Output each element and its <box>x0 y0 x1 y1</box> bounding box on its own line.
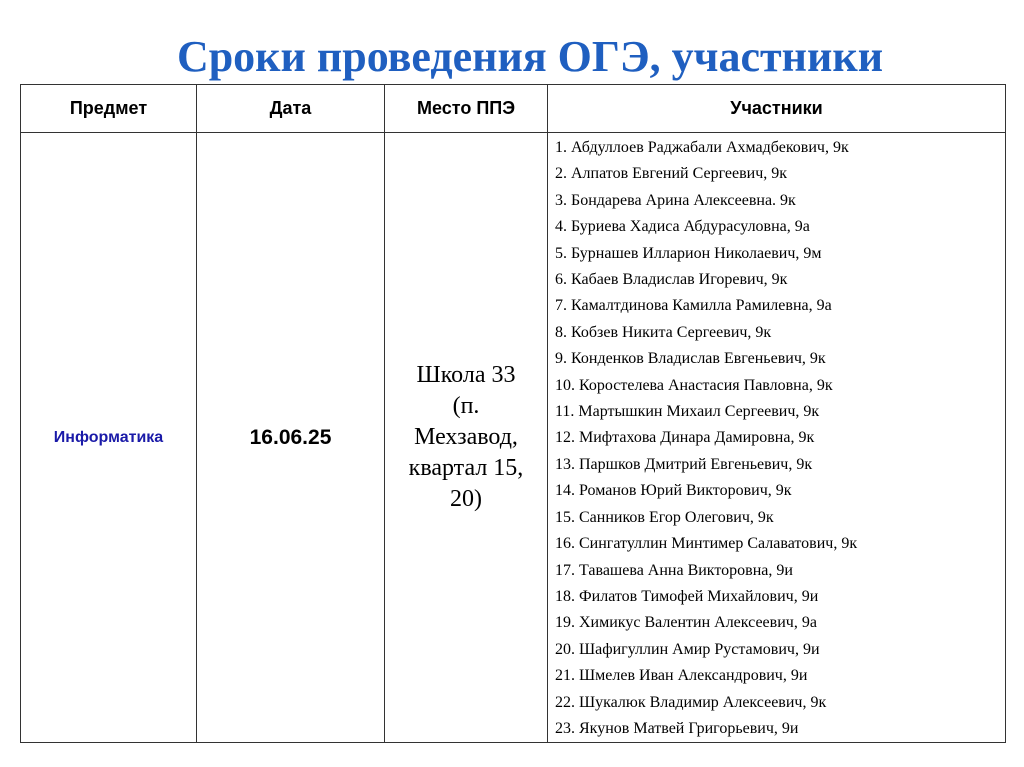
venue-line: квартал 15, <box>408 455 524 482</box>
list-item: 7. Камалтдинова Камилла Рамилевна, 9а <box>555 297 832 315</box>
list-item: 20. Шафигуллин Амир Рустамович, 9и <box>555 640 820 658</box>
header-date: Дата <box>197 85 385 133</box>
list-item: 17. Тавашева Анна Викторовна, 9и <box>555 561 793 579</box>
list-item: 13. Паршков Дмитрий Евгеньевич, 9к <box>555 455 813 473</box>
table-header-row <box>21 85 1006 133</box>
participants-cell <box>548 133 1006 743</box>
list-item: 19. Химикус Валентин Алексеевич, 9а <box>555 614 817 632</box>
subject-cell: Информатика <box>21 133 197 743</box>
list-item: 4. Буриева Хадиса Абдурасуловна, 9а <box>555 218 810 236</box>
header-participants: Участники <box>548 85 1006 133</box>
table-row <box>21 133 1006 743</box>
list-item: 2. Алпатов Евгений Сергеевич, 9к <box>555 165 788 183</box>
list-item: 8. Кобзев Никита Сергеевич, 9к <box>555 323 772 341</box>
venue-cell <box>385 133 548 743</box>
exam-schedule-table <box>20 84 1006 743</box>
list-item: 18. Филатов Тимофей Михайлович, 9и <box>555 587 819 605</box>
date-cell: 16.06.25 <box>197 133 385 743</box>
venue-line: (п. <box>452 393 480 420</box>
list-item: 12. Мифтахова Динара Дамировна, 9к <box>555 429 815 447</box>
page-title: Сроки проведения ОГЭ, участники <box>176 32 884 81</box>
venue-line: 20) <box>450 486 482 513</box>
list-item: 6. Кабаев Владислав Игоревич, 9к <box>555 271 788 289</box>
list-item: 22. Шукалюк Владимир Алексеевич, 9к <box>555 693 827 711</box>
list-item: 5. Бурнашев Илларион Николаевич, 9м <box>555 244 822 262</box>
list-item: 23. Якунов Матвей Григорьевич, 9и <box>555 719 799 737</box>
list-item: 14. Романов Юрий Викторович, 9к <box>555 482 792 500</box>
list-item: 10. Коростелева Анастасия Павловна, 9к <box>555 376 833 394</box>
list-item: 9. Конденков Владислав Евгеньевич, 9к <box>555 350 826 368</box>
venue-line: Школа 33 <box>416 362 516 389</box>
header-subject: Предмет <box>21 85 197 133</box>
participants-list <box>555 135 1005 742</box>
header-venue: Место ППЭ <box>385 85 548 133</box>
list-item: 1. Абдуллоев Раджабали Ахмадбекович, 9к <box>555 139 849 156</box>
venue-line: Мехзавод, <box>414 424 518 451</box>
list-item: 16. Сингатуллин Минтимер Салаватович, 9к <box>555 535 858 553</box>
list-item: 21. Шмелев Иван Александрович, 9и <box>555 667 808 685</box>
list-item: 3. Бондарева Арина Алексеевна. 9к <box>555 191 796 209</box>
list-item: 15. Санников Егор Олегович, 9к <box>555 508 774 526</box>
list-item: 11. Мартышкин Михаил Сергеевич, 9к <box>555 403 820 421</box>
